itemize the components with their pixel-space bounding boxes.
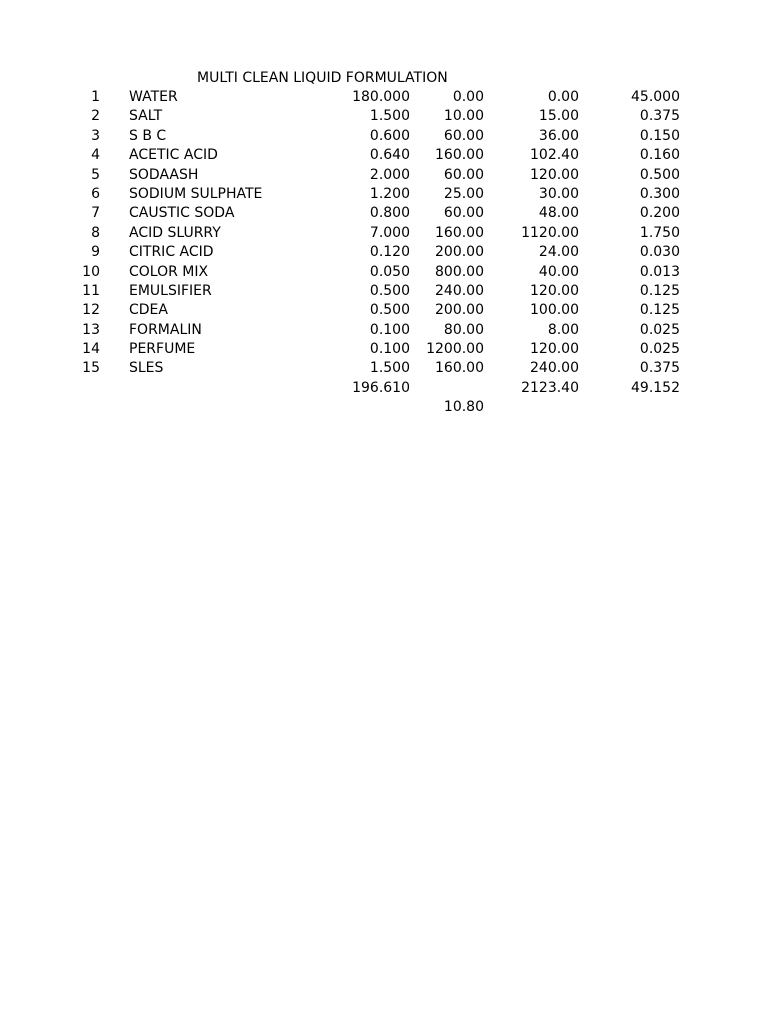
ingredient-rate: 800.00 — [435, 263, 484, 280]
table-row — [0, 321, 768, 340]
table-row — [0, 127, 768, 146]
total-percentage: 49.152 — [631, 379, 680, 396]
ingredient-percentage: 0.125 — [639, 282, 680, 299]
ingredient-quantity: 0.600 — [369, 127, 410, 144]
ingredient-name: PERFUME — [129, 341, 196, 358]
ingredient-name: CDEA — [129, 302, 168, 319]
ingredient-rate: 60.00 — [443, 127, 484, 144]
ingredient-rate: 25.00 — [443, 185, 484, 202]
row-number: 4 — [91, 147, 100, 164]
table-row — [0, 224, 768, 243]
totals-row — [0, 379, 768, 398]
ingredient-rate: 60.00 — [443, 205, 484, 222]
formulation-table — [0, 88, 768, 418]
ingredient-rate: 10.00 — [443, 108, 484, 125]
row-number: 3 — [91, 127, 100, 144]
ingredient-name: ACETIC ACID — [129, 147, 218, 164]
ingredient-percentage: 0.013 — [639, 263, 680, 280]
row-number: 15 — [82, 360, 100, 377]
ingredient-quantity: 1.200 — [369, 185, 410, 202]
ingredient-name: S B C — [129, 127, 167, 144]
table-row — [0, 263, 768, 282]
table-row — [0, 88, 768, 107]
ingredient-name: CITRIC ACID — [129, 244, 214, 261]
table-row — [0, 204, 768, 223]
row-number: 13 — [82, 321, 100, 338]
ingredient-name: FORMALIN — [129, 321, 202, 338]
table-row — [0, 166, 768, 185]
ingredient-name: COLOR MIX — [129, 263, 209, 280]
ingredient-percentage: 0.200 — [639, 205, 680, 222]
ingredient-quantity: 1.500 — [369, 108, 410, 125]
ingredient-percentage: 0.500 — [639, 166, 680, 183]
ingredient-quantity: 0.500 — [369, 302, 410, 319]
rate-per-unit-row — [0, 398, 768, 417]
row-number: 6 — [91, 185, 100, 202]
ingredient-quantity: 7.000 — [369, 224, 410, 241]
ingredient-amount: 102.40 — [530, 147, 579, 164]
ingredient-quantity: 0.100 — [369, 341, 410, 358]
ingredient-amount: 24.00 — [538, 244, 579, 261]
table-row — [0, 282, 768, 301]
table-row — [0, 359, 768, 378]
ingredient-rate: 160.00 — [435, 360, 484, 377]
ingredient-quantity: 2.000 — [369, 166, 410, 183]
ingredient-amount: 30.00 — [538, 185, 579, 202]
ingredient-rate: 160.00 — [435, 147, 484, 164]
ingredient-percentage: 0.030 — [639, 244, 680, 261]
row-number: 5 — [91, 166, 100, 183]
ingredient-name: CAUSTIC SODA — [129, 205, 235, 222]
ingredient-percentage: 0.160 — [639, 147, 680, 164]
table-row — [0, 243, 768, 262]
table-row — [0, 146, 768, 165]
ingredient-quantity: 0.640 — [369, 147, 410, 164]
ingredient-percentage: 0.375 — [639, 108, 680, 125]
row-number: 10 — [82, 263, 100, 280]
ingredient-percentage: 0.300 — [639, 185, 680, 202]
ingredient-quantity: 0.800 — [369, 205, 410, 222]
ingredient-name: EMULSIFIER — [129, 282, 212, 299]
row-number: 14 — [82, 341, 100, 358]
ingredient-percentage: 0.150 — [639, 127, 680, 144]
ingredient-amount: 120.00 — [530, 341, 579, 358]
table-row — [0, 340, 768, 359]
ingredient-amount: 48.00 — [538, 205, 579, 222]
ingredient-rate: 80.00 — [443, 321, 484, 338]
row-number: 11 — [82, 282, 100, 299]
ingredient-name: SALT — [129, 108, 163, 125]
ingredient-name: SLES — [129, 360, 164, 377]
ingredient-rate: 0.00 — [452, 89, 484, 105]
ingredient-quantity: 0.050 — [369, 263, 410, 280]
ingredient-amount: 240.00 — [530, 360, 579, 377]
rate-per-unit: 10.80 — [443, 399, 484, 416]
ingredient-amount: 8.00 — [547, 321, 579, 338]
ingredient-amount: 15.00 — [538, 108, 579, 125]
ingredient-quantity: 0.500 — [369, 282, 410, 299]
ingredient-rate: 240.00 — [435, 282, 484, 299]
document-title: MULTI CLEAN LIQUID FORMULATION — [197, 70, 448, 86]
ingredient-name: WATER — [129, 89, 178, 105]
row-number: 2 — [91, 108, 100, 125]
ingredient-percentage: 0.375 — [639, 360, 680, 377]
ingredient-quantity: 180.000 — [352, 89, 410, 105]
ingredient-rate: 200.00 — [435, 244, 484, 261]
ingredient-amount: 120.00 — [530, 166, 579, 183]
ingredient-rate: 1200.00 — [426, 341, 484, 358]
ingredient-quantity: 0.120 — [369, 244, 410, 261]
ingredient-rate: 200.00 — [435, 302, 484, 319]
ingredient-amount: 40.00 — [538, 263, 579, 280]
row-number: 8 — [91, 224, 100, 241]
ingredient-amount: 1120.00 — [521, 224, 579, 241]
ingredient-rate: 160.00 — [435, 224, 484, 241]
ingredient-percentage: 45.000 — [631, 89, 680, 105]
ingredient-rate: 60.00 — [443, 166, 484, 183]
table-row — [0, 301, 768, 320]
ingredient-quantity: 0.100 — [369, 321, 410, 338]
table-row — [0, 185, 768, 204]
ingredient-percentage: 0.025 — [639, 321, 680, 338]
total-amount: 2123.40 — [521, 379, 579, 396]
ingredient-amount: 0.00 — [547, 89, 579, 105]
ingredient-rows — [0, 88, 768, 379]
ingredient-quantity: 1.500 — [369, 360, 410, 377]
ingredient-name: SODIUM SULPHATE — [129, 185, 263, 202]
row-number: 7 — [91, 205, 100, 222]
ingredient-name: ACID SLURRY — [129, 224, 221, 241]
ingredient-percentage: 0.125 — [639, 302, 680, 319]
ingredient-amount: 120.00 — [530, 282, 579, 299]
row-number: 9 — [91, 244, 100, 261]
row-number: 12 — [82, 302, 100, 319]
total-quantity: 196.610 — [352, 379, 410, 396]
ingredient-amount: 100.00 — [530, 302, 579, 319]
ingredient-name: SODAASH — [129, 166, 199, 183]
row-number: 1 — [91, 89, 100, 105]
ingredient-amount: 36.00 — [538, 127, 579, 144]
table-row — [0, 107, 768, 126]
ingredient-percentage: 0.025 — [639, 341, 680, 358]
ingredient-percentage: 1.750 — [639, 224, 680, 241]
